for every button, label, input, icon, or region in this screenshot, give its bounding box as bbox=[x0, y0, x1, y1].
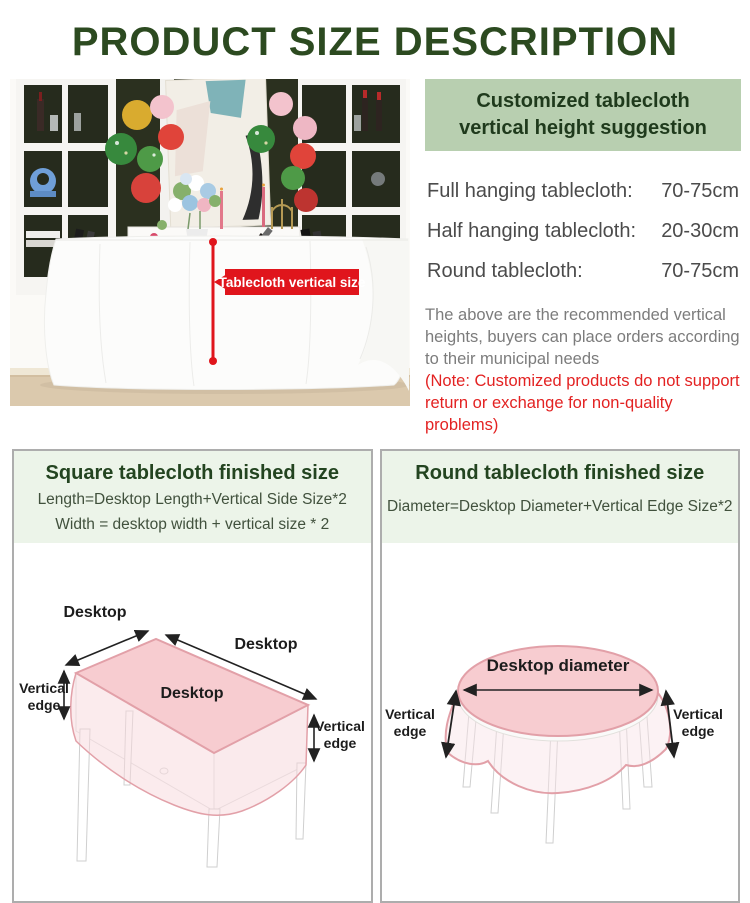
row-value: 70-75cm bbox=[661, 260, 739, 282]
suggestion-header: Customized tablecloth vertical height suggestion bbox=[425, 79, 741, 151]
tablecloth bbox=[40, 236, 410, 394]
row-label: Round tablecloth: bbox=[427, 260, 583, 282]
square-panel-title: Square tablecloth finished size bbox=[45, 461, 339, 484]
page-title: PRODUCT SIZE DESCRIPTION bbox=[71, 20, 679, 64]
annotation-label: Tablecloth vertical size bbox=[218, 275, 366, 290]
suggestion-warning: (Note: Customized products do not support return or exchange for non-quality problems) bbox=[425, 371, 740, 434]
square-table-diagram bbox=[14, 543, 370, 901]
round-tablecloth-panel bbox=[380, 449, 741, 903]
suggestion-rows bbox=[425, 180, 741, 283]
round-panel-body bbox=[382, 543, 739, 901]
suggestion-row bbox=[427, 180, 739, 203]
vertical-edge-right-label2: edge bbox=[323, 734, 357, 751]
desktop-length-label: Desktop bbox=[63, 603, 127, 621]
round-panel-formula: Diameter=Desktop Diameter+Vertical Edge Size*2 bbox=[387, 497, 733, 515]
row-label: Full hanging tablecloth: bbox=[427, 180, 633, 202]
desktop-diameter-label: Desktop diameter bbox=[486, 655, 629, 675]
square-panel-formula-length: Length=Desktop Length+Vertical Side Size*2 bbox=[37, 490, 347, 508]
row-value: 70-75cm bbox=[661, 180, 739, 202]
vertical-edge-right-label: Vertical bbox=[672, 705, 723, 722]
suggestion-row bbox=[427, 260, 739, 283]
suggestion-note: The above are the recommended vertical heights, buyers can place orders according to their municipal needs bbox=[425, 306, 740, 368]
product-photo-scene bbox=[10, 79, 410, 406]
vertical-edge-left-label2: edge bbox=[27, 696, 61, 713]
bottom-section bbox=[12, 449, 740, 903]
desktop-top-label: Desktop bbox=[160, 684, 224, 702]
round-panel-header bbox=[382, 451, 739, 543]
suggestion-row bbox=[427, 220, 739, 243]
round-panel-title: Round tablecloth finished size bbox=[415, 461, 705, 484]
product-photo bbox=[10, 79, 410, 406]
vertical-edge-right-label2: edge bbox=[681, 722, 714, 739]
round-table-diagram bbox=[382, 543, 738, 901]
square-panel-header bbox=[14, 451, 371, 543]
vertical-edge-right-label: Vertical bbox=[315, 717, 365, 734]
suggestion-column bbox=[425, 79, 741, 437]
row-label: Half hanging tablecloth: bbox=[427, 220, 637, 242]
desktop-width-label: Desktop bbox=[234, 635, 298, 653]
row-value: 20-30cm bbox=[661, 220, 739, 242]
vertical-edge-left-label: Vertical bbox=[19, 679, 69, 696]
vertical-edge-left-label: Vertical bbox=[384, 705, 435, 722]
square-panel-formula-width: Width = desktop width + vertical size * 2 bbox=[55, 515, 330, 533]
square-panel-body bbox=[14, 543, 371, 901]
top-section bbox=[0, 79, 750, 437]
vertical-edge-left-label2: edge bbox=[393, 722, 426, 739]
square-tablecloth-panel bbox=[12, 449, 373, 903]
